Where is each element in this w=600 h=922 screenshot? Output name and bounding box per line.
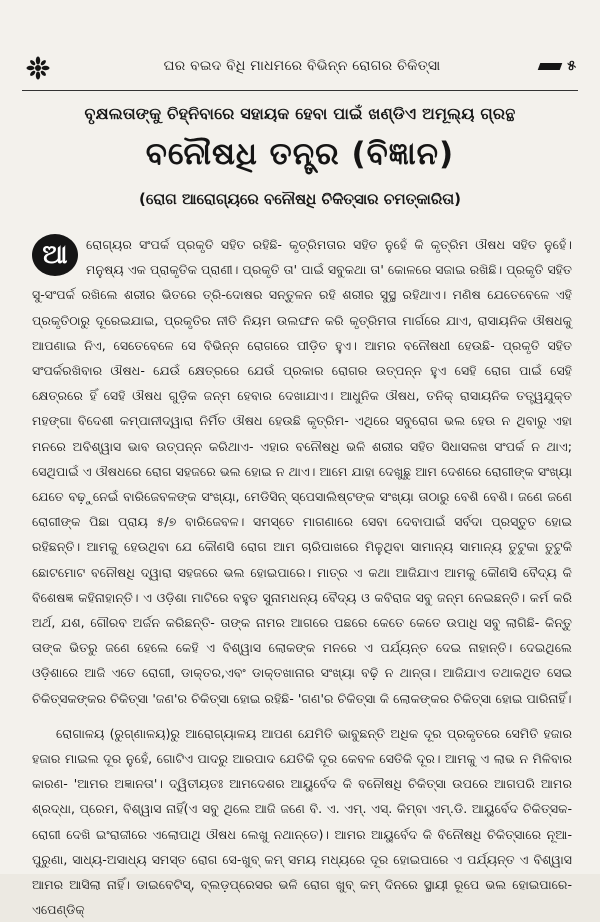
page-title: ବନୌଷଧି ତନ୍ତ୍ର (ବିଜ୍ଞାନ) bbox=[145, 136, 455, 172]
page-number bbox=[539, 58, 576, 74]
paragraph-1-text: ରୋଗ୍ୟର ସଂପର୍କ ପ୍ରକୃତି ସହିତ ରହିଛି- କୃତ୍ରିମତାର ସହିତ ନୁହେଁ କି କୃତ୍ରିମ ଔଷଧ ସହିତ ନୁହେଁ। ମନୁଷ୍ୟ ଏକ ପ୍ରାକୃତିକ ପ୍ରାଣୀ। ପ୍ରକୃତି ତା' ପାଇଁ ସବୁକଥା ତା' କୋଳରେ ସଜାଇ ରଖିଛି। ପ୍ରକୃତି ସହିତ ସୁ-ସଂପର୍କ ରଖିଲେ ଶରୀର ଭିତରେ ତ୍ରି-ଦୋଷର ସନ୍ତୁଳନ ରହି ଶରୀର ସୁସ୍ଥ ରହିଥାଏ। ମଣିଷ ଯେତେବେଳେ ଏହି ପ୍ରକୃତିଠାରୁ ଦୂରେଇଯାଇ, ପ୍ରକୃତିର ନୀତି ନିୟମ ଉଲଙ୍ଘନ କରି କୃତ୍ରିମତା ମାର୍ଗରେ ଯାଏ, ରାସାୟନିକ ଔଷଧକୁ ଆପଣାଇ ନିଏ, ସେତେବେଳେ ସେ ବିଭିନ୍ନ ରୋଗରେ ପୀଡ଼ିତ ହୁଏ। ଆମର ବନୌଷଧୀ ହେଉଛି- ପ୍ରକୃତି ସହିତ ସଂପର୍କରଖିବାର ଔଷଧ- ଯେଉଁ କ୍ଷେତ୍ରରେ ଯେଉଁ ପ୍ରକାର ରୋଗର ଉତ୍ପନ୍ନ ହୁଏ ସେହି ରୋଗ ପାଇଁ ସେହି କ୍ଷେତ୍ରରେ ହିଁ ସେହି ଔଷଧ ଗୁଡ଼ିକ ଜନ୍ମ ହେବାର ଦେଖାଯାଏ। ଆଧୁନିକ ଔଷଧ, ତନିକ୍ ରାସାୟନିକ ତତ୍ତ୍ୱଯୁକ୍ତ ମହଙ୍ଗା ବିଦେଶୀ କମ୍ପାନୀଦ୍ୱାରା ନିର୍ମିତ ଔଷଧ ହେଉଛି କୃତ୍ରିମ- ଏଥିରେ ସବୁରୋଗ ଭଲ ହେଉ ନ ଥିବାରୁ ଏହା ମନରେ ଅବିଶ୍ୱାସ ଭାବ ଉତ୍ପନ୍ନ କରିଥାଏ- ଏହାର ବନୌଷଧି ଭଳି ଶରୀର ସହିତ ସିଧାସଳଖ ସଂପର୍କ ନ ଥାଏ; ସେଥିପାଇଁ ଏ ଔଷଧରେ ରୋଗ ସହଜରେ ଭଲ ହୋଇ ନ ଥାଏ। ଆମେ ଯାହା ଦେଖୁଛୁ ଆମ ଦେଶରେ ରୋଗୀଙ୍କ ସଂଖ୍ୟା ଯେତେ ବଢ଼ୁନେଇଁ ବାରିଜେବଳଙ୍କ ସଂଖ୍ୟା, ମେଡିସିନ୍ ସ୍ପେସାଲିଷ୍ଟଙ୍କ ସଂଖ୍ୟା ତାଠାରୁ ବେଶି ବେଶି। ଜଣେ ଜଣେ ରୋଗୀଙ୍କ ପିଛା ପ୍ରାୟ ୫/୭ ବାରିଜେବଳ। ସମସ୍ତେ ମାଗଣାରେ ସେବା ଦେବାପାଇଁ ସର୍ବଦା ପ୍ରସ୍ତୁତ ହୋଇ ରହିଛନ୍ତି। ଆମକୁ ହେଉଥିବା ଯେ କୌଣସି ରୋଗ ଆମ ଚାରିପାଖରେ ମିଳୁଥିବା ସାମାନ୍ୟ ସାମାନ୍ୟ ତୁଟୁକା ତୁଟୁକି ଛୋଟମୋଟ ବନୌଷଧି ଦ୍ୱାରା ସହଜରେ ଭଲ ହୋଇପାରେ। ମାତ୍ର ଏ କଥା ଆଜିଯାଏ ଆମକୁ କୌଣସି ବୈଦ୍ୟ କି ବିଶେଷଜ୍ଞ କହିନାହାନ୍ତି। ଏ ଓଡ଼ିଶା ମାଟିରେ ବହୁତ ସୁନାମଧନ୍ୟ ବୈଦ୍ୟ ଓ କବିରାଜ ସବୁ ଜନ୍ମ ନେଇଛନ୍ତି। କର୍ମ କରି ଅର୍ଥ, ଯଶ, ଗୌରବ ଅର୍ଜନ କରିଛନ୍ତି- ତାଙ୍କ ନାମର ଆଗରେ ପଛରେ କେତେ କେତେ ଉପାଧି ସବୁ ଲାଗିଛି- କିନ୍ତୁ ତାଙ୍କ ଭିତରୁ ଜଣେ ହେଲେ କେହି ଏ ବିଶ୍ୱାସ ଲୋକଙ୍କ ମନରେ ଏ ପର୍ଯ୍ୟନ୍ତ ଦେଇ ନାହାନ୍ତି। ଦେଇଥିଲେ ଓଡ଼ିଶାରେ ଆଜି ଏତେ ରୋଗୀ, ଡାକ୍ତର,ଏବଂ ଡାକ୍ତଖାନାର ସଂଖ୍ୟା ବଢ଼ି ନ ଥାନ୍ତା। ଆଜିଯାଏ ତଥାକଥିତ ସେଇ ଚିକିତ୍ସକଙ୍କର ଚିକିତ୍ସା 'ଜଣ'ର ଚିକିତ୍ସା ହୋଇ ରହିଛି- 'ଗଣ'ର ଚିକିତ୍ସା କି ଲୋକଙ୍କର ଚିକିତ୍ସା ହୋଇ ପାରିନାହିଁ। bbox=[32, 237, 572, 706]
paragraph-2: ରୋଗାଳୟ (ରୁଗ୍ଣାଳୟ)ରୁ ଆରୋଗ୍ୟାଳୟ ଆପଣ ଯେମିତି ଭାବୁଛନ୍ତି ଅଧିକ ଦୂର ପ୍ରକୃତରେ ସେମିତି ହଜାର ହଜାର ମାଇଲ ଦୂର ନୁହେଁ, ଗୋଟିଏ ପାଦରୁ ଆରପାଦ ଯେତିକି ଦୂର କେବଳ ସେତିକି ଦୂର। ଆମକୁ ଏ ଲାଭ ନ ମିଳିବାର କାରଣ- 'ଆମର ଅଜ୍ଞାନତା'। ଦ୍ୱିତୀୟତଃ ଆମଦେଶର ଆୟୁର୍ବେଦ କି ବନୌଷଧି ଚିକିତ୍ସା ଉପରେ ଆଗପରି ଆମର ଶ୍ରଦ୍ଧା, ପ୍ରେମ, ବିଶ୍ୱାସ ନାହିଁ(ଏ ସବୁ ଥିଲେ ଆଜି ଜଣେ ବି. ଏ. ଏମ୍. ଏସ୍. କିମ୍ବା ଏମ୍.ଡି. ଆୟୁର୍ବେଦ ଚିକିତ୍ସକ- ରୋଗୀ ଦେଖି ଇଂରାଜୀରେ ଏଲୋପାଥି ଔଷଧ ଲେଖୁ ନଥାନ୍ତେ)। ଆମର ଆୟୁର୍ବେଦ କି ବିନୌଷଧି ଚିକିତ୍ସାରେ ନୂଆ-ପୁରୁଣା, ସାଧ୍ୟ-ଅସାଧ୍ୟ ସମସ୍ତ ରୋଗ ସେ-ଖୁବ୍ କମ୍ ସମୟ ମଧ୍ୟରେ ଦୂର ହୋଇପାରେ ଏ ପର୍ଯ୍ୟନ୍ତ ଏ ବିଶ୍ୱାସ ଆମର ଆସିଲା ନାହିଁ। ଡାଇବେଟିସ୍, ବ୍ଲଡ଼ପ୍ରେସର ଭଳି ରୋଗ ଖୁବ୍ କମ୍ ଦିନରେ ସ୍ଥାୟୀ ରୂପେ ଭଲ ହୋଇପାରେ- ଏପେଣ୍ଡିକ୍ bbox=[32, 725, 572, 918]
page-marker-icon bbox=[538, 63, 563, 70]
dropcap: ଆ bbox=[32, 234, 78, 276]
running-header bbox=[22, 52, 582, 86]
subtitle: ବୃକ୍ଷଲତାଙ୍କୁ ଚିହ୍ନିବାରେ ସହାୟକ ହେବା ପାଇଁ ଖଣ୍ଡିଏ ଅମୂଲ୍ୟ ଗ୍ରନ୍ଥ bbox=[84, 104, 516, 123]
page-number-value: ୫ bbox=[567, 58, 576, 74]
header-divider bbox=[22, 90, 578, 91]
flower-ornament-icon bbox=[26, 56, 50, 80]
header-title: ଘର ବଇଦ ବିଧି ମାଧମରେ ବିଭିନ୍ନ ରୋଗର ଚିକିତ୍ସା bbox=[163, 58, 441, 74]
paragraph-1 bbox=[32, 232, 572, 711]
tagline: (ରୋଗ ଆରୋଗ୍ୟରେ ବନୌଷଧି ଚିକିତ୍ସାର ଚମତ୍କାରିତା) bbox=[138, 190, 462, 208]
body-text bbox=[32, 232, 572, 922]
